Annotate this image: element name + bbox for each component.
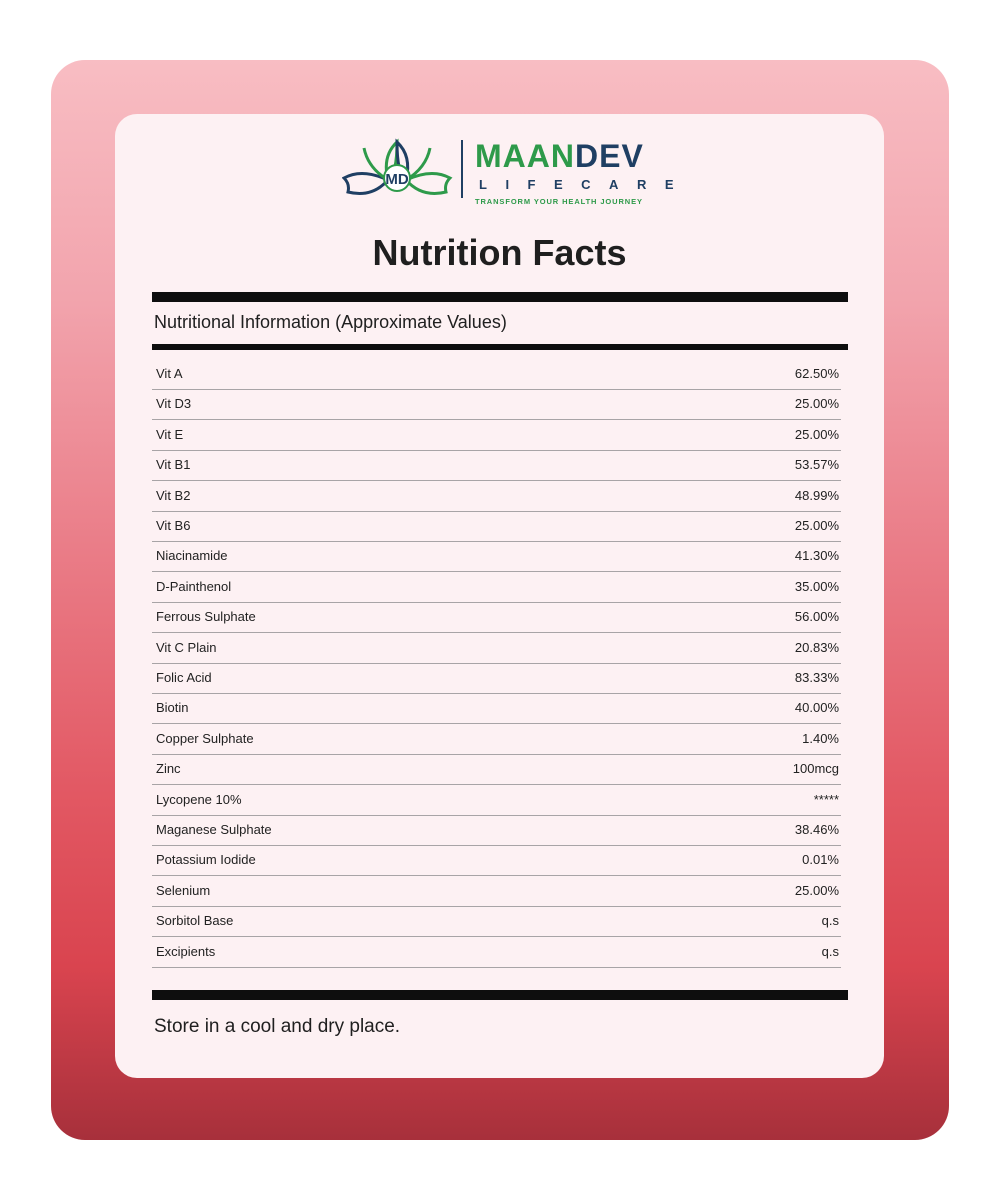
table-row <box>152 420 841 451</box>
nutrient-value: 48.99% <box>794 487 839 503</box>
nutrient-value: 40.00% <box>794 700 839 716</box>
nutrient-name: Sorbitol Base <box>156 913 234 929</box>
table-row <box>152 572 841 603</box>
nutrient-value: 62.50% <box>794 366 839 381</box>
table-row <box>152 906 841 937</box>
nutrient-name: D-Painthenol <box>156 578 232 594</box>
nutrient-name: Maganese Sulphate <box>156 822 272 837</box>
nutrient-name: Vit C Plain <box>156 639 217 655</box>
table-row <box>152 633 841 664</box>
nutrient-name: Vit B1 <box>156 457 191 473</box>
nutrient-value: 38.46% <box>794 822 839 837</box>
table-row <box>152 815 841 846</box>
nutrient-name: Vit A <box>156 366 183 381</box>
nutrient-value: 25.00% <box>794 426 839 442</box>
brand-name-part1: MAAN <box>475 138 575 174</box>
table-row <box>152 359 841 390</box>
nutrient-name: Folic Acid <box>156 670 212 685</box>
nutrient-value: 41.30% <box>794 548 839 564</box>
table-row <box>152 541 841 572</box>
logo-divider <box>461 140 463 198</box>
nutrient-value: 56.00% <box>794 609 839 625</box>
logo-mark: MD <box>385 171 409 188</box>
brand-logo <box>342 134 692 210</box>
nutrient-value: 53.57% <box>794 457 839 473</box>
table-row <box>152 511 841 542</box>
nutrient-value: ***** <box>813 791 839 807</box>
nutrient-value: 1.40% <box>802 730 839 746</box>
table-row <box>152 937 841 968</box>
page-title: Nutrition Facts <box>372 232 627 273</box>
nutrient-value: 25.00% <box>794 396 839 412</box>
top-thick-rule <box>152 292 848 302</box>
table-row <box>152 389 841 420</box>
section-subtitle: Nutritional Information (Approximate Values) <box>154 312 507 332</box>
nutrient-name: Biotin <box>156 700 189 716</box>
table-row <box>152 785 841 816</box>
brand-name <box>475 138 644 175</box>
table-row <box>152 663 841 694</box>
nutrient-name: Excipients <box>156 943 216 959</box>
nutrient-value: q.s <box>821 943 839 959</box>
nutrient-name: Copper Sulphate <box>156 730 254 746</box>
nutrient-name: Vit D3 <box>156 396 192 412</box>
table-row <box>152 693 841 724</box>
nutrient-name: Ferrous Sulphate <box>156 609 256 625</box>
bottom-thick-rule <box>152 990 848 1000</box>
brand-name-part2: DEV <box>574 138 644 174</box>
table-row <box>152 845 841 876</box>
nutrient-name: Vit E <box>156 426 184 442</box>
nutrient-name: Vit B2 <box>156 487 191 503</box>
nutrient-value: 100mcg <box>792 761 839 777</box>
table-row <box>152 602 841 633</box>
nutrient-value: 0.01% <box>802 852 839 868</box>
table-row <box>152 481 841 512</box>
brand-tagline: TRANSFORM YOUR HEALTH JOURNEY <box>475 197 643 206</box>
brand-subname: LIFECARE <box>479 177 692 192</box>
table-row <box>152 754 841 785</box>
nutrient-value: q.s <box>821 913 839 929</box>
storage-note: Store in a cool and dry place. <box>154 1016 401 1037</box>
nutrient-name: Zinc <box>156 761 181 777</box>
table-row <box>152 876 841 907</box>
nutrient-name: Lycopene 10% <box>156 791 242 807</box>
nutrient-name: Selenium <box>156 882 211 898</box>
lotus-logo-icon <box>342 134 457 206</box>
table-row <box>152 450 841 481</box>
nutrient-value: 20.83% <box>794 639 839 655</box>
nutrient-value: 35.00% <box>794 578 839 594</box>
nutrient-value: 83.33% <box>794 670 839 685</box>
table-row <box>152 724 841 755</box>
nutrient-name: Potassium Iodide <box>156 852 256 868</box>
nutrient-value: 25.00% <box>794 882 839 898</box>
nutrient-name: Vit B6 <box>156 518 191 533</box>
header-rule <box>152 344 848 350</box>
nutrient-name: Niacinamide <box>156 548 228 564</box>
nutrient-value: 25.00% <box>794 518 839 533</box>
